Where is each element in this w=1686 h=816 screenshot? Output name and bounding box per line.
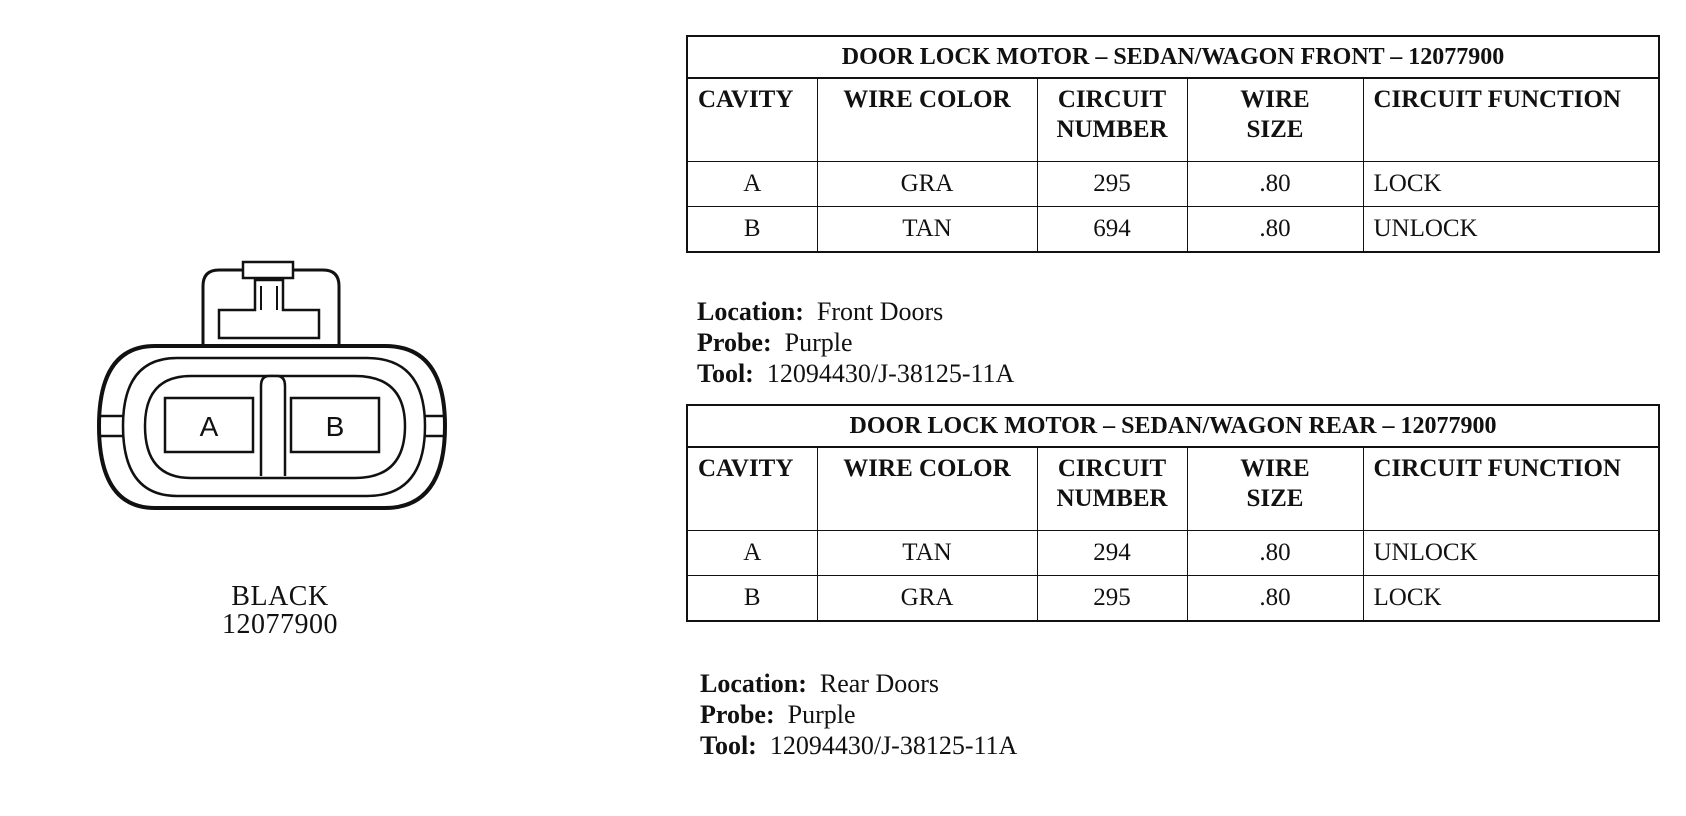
cell-wire-size: .80	[1187, 576, 1363, 622]
probe-line	[697, 327, 1014, 358]
cell-wire-color: TAN	[817, 207, 1037, 253]
cell-circuit-function: LOCK	[1363, 162, 1659, 207]
cell-cavity: A	[687, 162, 817, 207]
cell-wire-size: .80	[1187, 162, 1363, 207]
table-title: DOOR LOCK MOTOR – SEDAN/WAGON FRONT – 12077900	[687, 36, 1659, 78]
cell-circuit-number: 295	[1037, 162, 1187, 207]
cell-circuit-number: 694	[1037, 207, 1187, 253]
column-header-wire-color: WIRE COLOR	[817, 78, 1037, 162]
column-header-circuit-function: CIRCUIT FUNCTION	[1363, 447, 1659, 531]
location-line	[700, 668, 1017, 699]
cell-cavity: B	[687, 576, 817, 622]
tool-value: 12094430/J-38125-11A	[769, 731, 1018, 760]
location-value: Front Doors	[816, 297, 944, 326]
tool-label: Tool:	[700, 731, 757, 760]
column-header-circuit-function: CIRCUIT FUNCTION	[1363, 78, 1659, 162]
connector-color: BLACK	[231, 581, 329, 612]
cell-wire-color: GRA	[817, 576, 1037, 622]
column-header-circuit-number: CIRCUIT NUMBER	[1037, 447, 1187, 531]
pinout-table-rear	[686, 404, 1660, 622]
cell-wire-color: GRA	[817, 162, 1037, 207]
probe-label: Probe:	[700, 700, 775, 729]
probe-line	[700, 699, 1017, 730]
cell-circuit-number: 295	[1037, 576, 1187, 622]
cell-cavity: B	[687, 207, 817, 253]
probe-value: Purple	[784, 328, 853, 357]
table-row	[687, 531, 1659, 576]
column-header-wire-size: WIRE SIZE	[1187, 447, 1363, 531]
table-row	[687, 162, 1659, 207]
front-info-block	[697, 296, 1014, 389]
cell-wire-size: .80	[1187, 207, 1363, 253]
connector-face-icon	[95, 258, 455, 528]
tool-line	[700, 730, 1017, 761]
column-header-cavity: CAVITY	[687, 447, 817, 531]
table-title: DOOR LOCK MOTOR – SEDAN/WAGON REAR – 12077900	[687, 405, 1659, 447]
cavity-b-label: B	[325, 411, 345, 442]
cell-circuit-function: LOCK	[1363, 576, 1659, 622]
cell-circuit-function: UNLOCK	[1363, 207, 1659, 253]
pinout-table-front	[686, 35, 1660, 253]
cell-wire-color: TAN	[817, 531, 1037, 576]
rear-info-block	[700, 668, 1017, 761]
location-line	[697, 296, 1014, 327]
column-header-wire-size: WIRE SIZE	[1187, 78, 1363, 162]
cell-circuit-function: UNLOCK	[1363, 531, 1659, 576]
connector-part-number: 12077900	[222, 609, 338, 640]
connector-diagram	[95, 258, 455, 528]
cell-wire-size: .80	[1187, 531, 1363, 576]
cell-circuit-number: 294	[1037, 531, 1187, 576]
location-label: Location:	[697, 297, 804, 326]
probe-value: Purple	[787, 700, 856, 729]
location-value: Rear Doors	[819, 669, 940, 698]
column-header-cavity: CAVITY	[687, 78, 817, 162]
column-header-circuit-number: CIRCUIT NUMBER	[1037, 78, 1187, 162]
probe-label: Probe:	[697, 328, 772, 357]
tool-value: 12094430/J-38125-11A	[766, 359, 1015, 388]
tool-label: Tool:	[697, 359, 754, 388]
cavity-a-label: A	[199, 411, 219, 442]
table-row	[687, 576, 1659, 622]
cell-cavity: A	[687, 531, 817, 576]
column-header-wire-color: WIRE COLOR	[817, 447, 1037, 531]
location-label: Location:	[700, 669, 807, 698]
table-row	[687, 207, 1659, 253]
tool-line	[697, 358, 1014, 389]
